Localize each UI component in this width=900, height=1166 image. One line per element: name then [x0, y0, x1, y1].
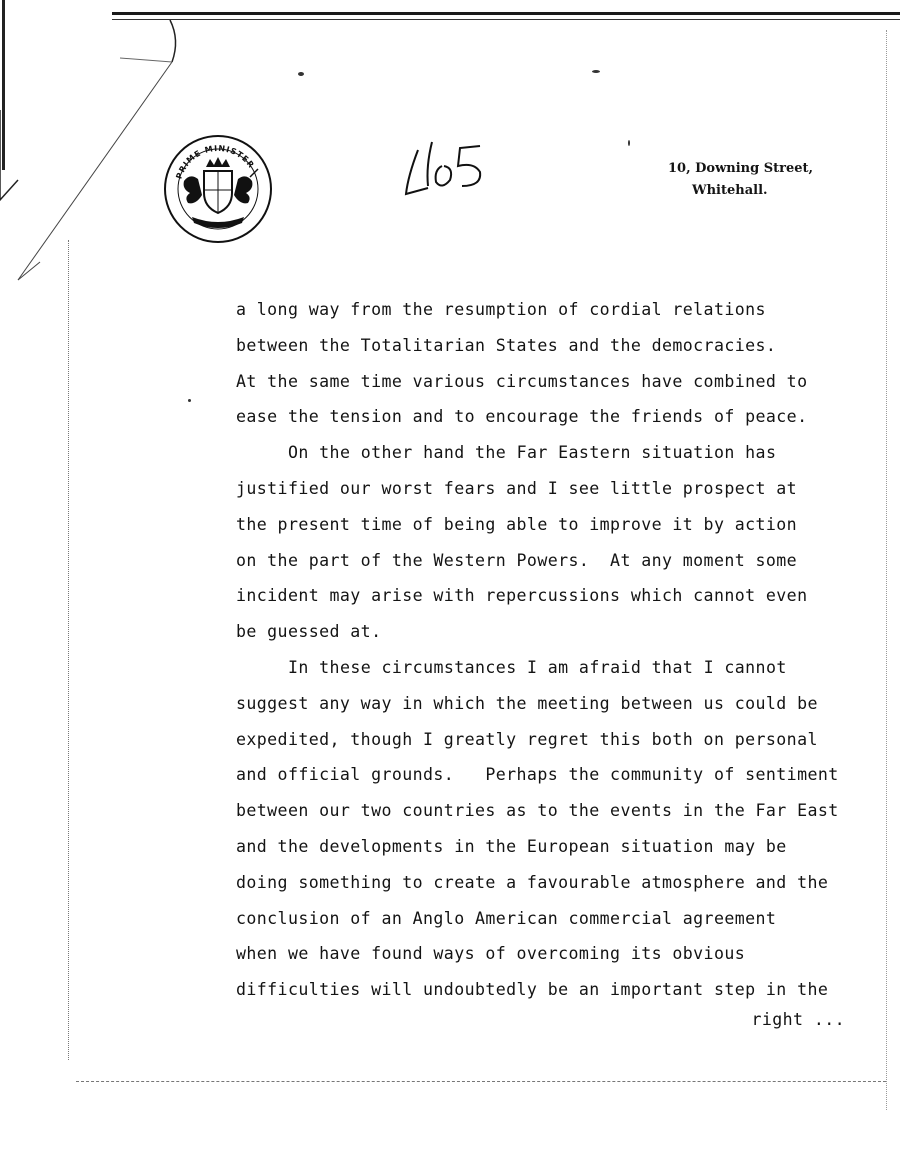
ink-speck [188, 399, 191, 402]
body-line: On the other hand the Far Eastern situation has [288, 443, 777, 463]
body-line: and official grounds. Perhaps the community of sentiment [236, 765, 839, 785]
body-line: ease the tension and to encourage the friends of peace. [236, 407, 808, 427]
body-line: on the part of the Western Powers. At any moment some [236, 550, 798, 570]
top-border-rule [112, 12, 900, 15]
ink-speck [298, 72, 304, 76]
seal-text: PRIME MINISTER [174, 143, 257, 181]
body-line: expedited, though I greatly regret this both on personal [236, 729, 818, 749]
right-margin-dots [886, 30, 887, 1110]
body-line: be guessed at. [236, 622, 382, 642]
body-line: between our two countries as to the events in the Far East [236, 801, 839, 821]
left-margin-dots [68, 240, 69, 1060]
body-line: the present time of being able to improve it by action [236, 514, 798, 534]
body-line: conclusion of an Anglo American commercial agreement [236, 908, 777, 928]
handwritten-folio-number [398, 136, 498, 206]
body-line: a long way from the resumption of cordial relations [236, 300, 766, 319]
body-line: suggest any way in which the meeting between us could be [236, 693, 818, 713]
ink-speck [592, 70, 600, 73]
body-line: In these circumstances I am afraid that I cannot [288, 657, 787, 677]
body-line: when we have found ways of overcoming its obvious [236, 944, 746, 964]
address-street: 10, Downing Street, [668, 161, 814, 176]
body-line: difficulties will undoubtedly be an important step in the [236, 980, 829, 1000]
letterhead-address [650, 158, 820, 202]
continuation-word: right ... [751, 1010, 845, 1029]
ink-speck [628, 140, 630, 146]
body-line: between the Totalitarian States and the democracies. [236, 335, 777, 355]
bottom-margin-dots [76, 1081, 886, 1082]
body-line: justified our worst fears and I see little prospect at [236, 478, 798, 498]
letter-body [236, 292, 886, 1008]
body-line: doing something to create a favourable atmosphere and the [236, 872, 829, 892]
prime-minister-seal [162, 133, 274, 245]
body-line: and the developments in the European situation may be [236, 836, 787, 856]
body-line: incident may arise with repercussions which cannot even [236, 586, 808, 606]
address-locality: Whitehall. [692, 183, 768, 198]
body-line: At the same time various circumstances have combined to [236, 371, 808, 391]
top-border-rule-thin [112, 19, 900, 20]
